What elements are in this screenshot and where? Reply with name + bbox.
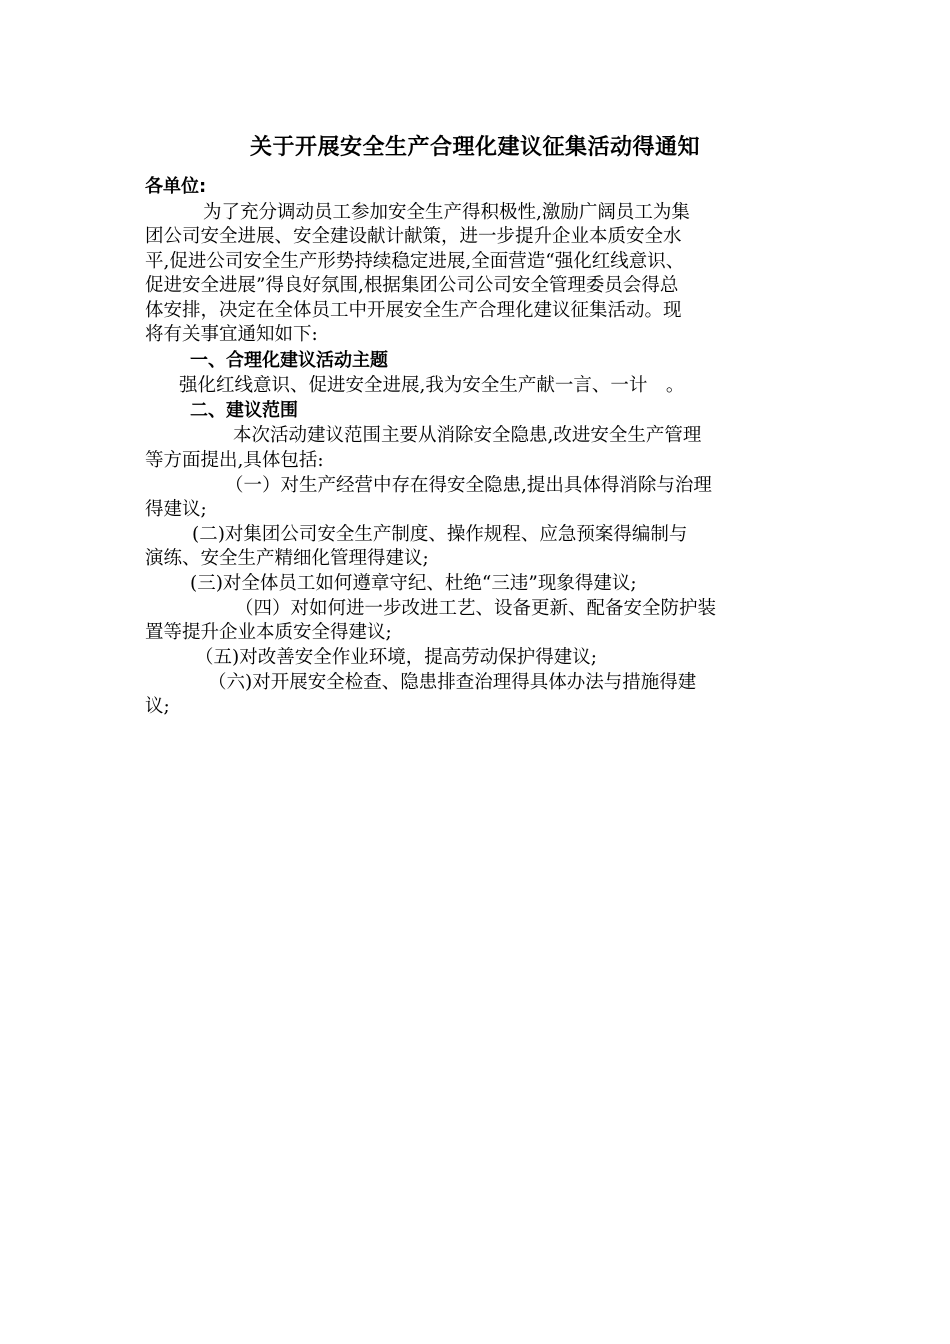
intro-line: 团公司安全进展、安全建设献计献策，进一步提升企业本质安全水 (145, 226, 682, 247)
list-item-line: (二)对集团公司安全生产制度、操作规程、应急预案得编制与 (192, 524, 688, 545)
list-item-line: 演练、安全生产精细化管理得建议; (145, 548, 429, 569)
intro-line: 将有关事宜通知如下: (145, 324, 318, 345)
intro-line: 平,促进公司安全生产形势持续稳定进展,全面营造“强化红线意识、 (145, 251, 685, 272)
list-item-line: (三)对全体员工如何遵章守纪、杜绝“三违”现象得建议; (190, 573, 637, 594)
section2-intro-line: 等方面提出,具体包括: (145, 450, 324, 471)
list-item-line: （五)对改善安全作业环境，提高劳动保护得建议; (195, 647, 597, 668)
list-item-line: （六)对开展安全检查、隐患排查治理得具体办法与措施得建 (208, 672, 697, 693)
section2-intro-line: 本次活动建议范围主要从消除安全隐患,改进安全生产管理 (233, 425, 702, 446)
section1-heading: 一、合理化建议活动主题 (190, 350, 388, 371)
salutation: 各单位: (145, 176, 207, 197)
document-title: 关于开展安全生产合理化建议征集活动得通知 (249, 135, 700, 160)
section1-text: 强化红线意识、促进安全进展,我为安全生产献一言、一计 。 (179, 375, 685, 396)
intro-line: 促进安全进展”得良好氛围,根据集团公司公司安全管理委员会得总 (145, 275, 679, 296)
list-item-line: （四）对如何进一步改进工艺、设备更新、配备安全防护装 (235, 598, 717, 619)
intro-line: 体安排，决定在全体员工中开展安全生产合理化建议征集活动。现 (145, 300, 682, 321)
list-item-line: （一）对生产经营中存在得安全隐患,提出具体得消除与治理 (225, 475, 712, 496)
intro-line: 为了充分调动员工参加安全生产得积极性,激励广阔员工为集 (203, 202, 690, 223)
list-item-line: 议; (145, 696, 170, 717)
section2-heading: 二、建议范围 (190, 400, 298, 421)
list-item-line: 得建议; (145, 499, 207, 520)
list-item-line: 置等提升企业本质安全得建议; (145, 622, 392, 643)
